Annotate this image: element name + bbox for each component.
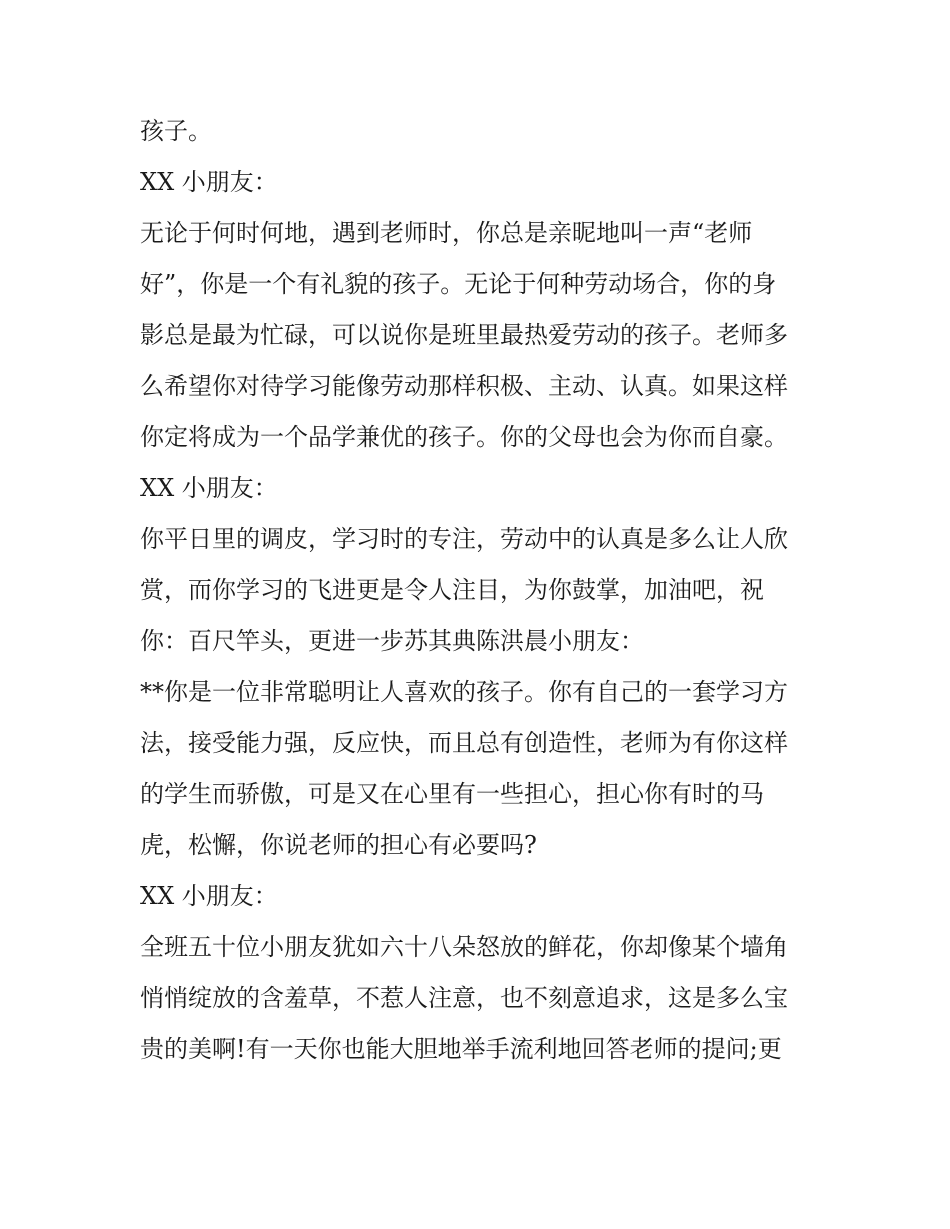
text-line: 赏，而你学习的飞进更是令人注目，为你鼓掌，加油吧，祝 (140, 576, 764, 604)
text-line: 么希望你对待学习能像劳动那样积极、主动、认真。如果这样 (140, 372, 788, 400)
text-line: 无论于何时何地，遇到老师时，你总是亲昵地叫一声“老师 (140, 219, 753, 247)
text-line: 你定将成为一个品学兼优的孩子。你的父母也会为你而自豪。 (140, 423, 788, 451)
text-line: 孩子。 (140, 117, 212, 145)
text-line: 你：百尺竿头，更进一步苏其典陈洪晨小朋友： (140, 627, 644, 655)
text-line: 全班五十位小朋友犹如六十八朵怒放的鲜花，你却像某个墙角 (140, 933, 788, 961)
text-line: 悄悄绽放的含羞草，不惹人注意，也不刻意追求，这是多么宝 (140, 984, 788, 1012)
salutation-line: XX 小朋友： (140, 882, 278, 910)
text-line: 好”，你是一个有礼貌的孩子。无论于何种劳动场合，你的身 (140, 270, 777, 298)
text-line: 你平日里的调皮，学习时的专注，劳动中的认真是多么让人欣 (140, 525, 788, 553)
text-line: 贵的美啊!有一天你也能大胆地举手流利地回答老师的提问;更 (140, 1035, 782, 1063)
text-line: 的学生而骄傲，可是又在心里有一些担心，担心你有时的马 (140, 780, 764, 808)
text-line: 虎，松懈，你说老师的担心有必要吗? (140, 831, 537, 859)
salutation-line: XX 小朋友： (140, 168, 278, 196)
text-line: 影总是最为忙碌，可以说你是班里最热爱劳动的孩子。老师多 (140, 321, 788, 349)
document-body (140, 106, 830, 1075)
text-line: 法，接受能力强，反应快，而且总有创造性，老师为有你这样 (140, 729, 788, 757)
salutation-line: XX 小朋友： (140, 474, 278, 502)
text-line: **你是一位非常聪明让人喜欢的孩子。你有自己的一套学习方 (140, 678, 788, 706)
